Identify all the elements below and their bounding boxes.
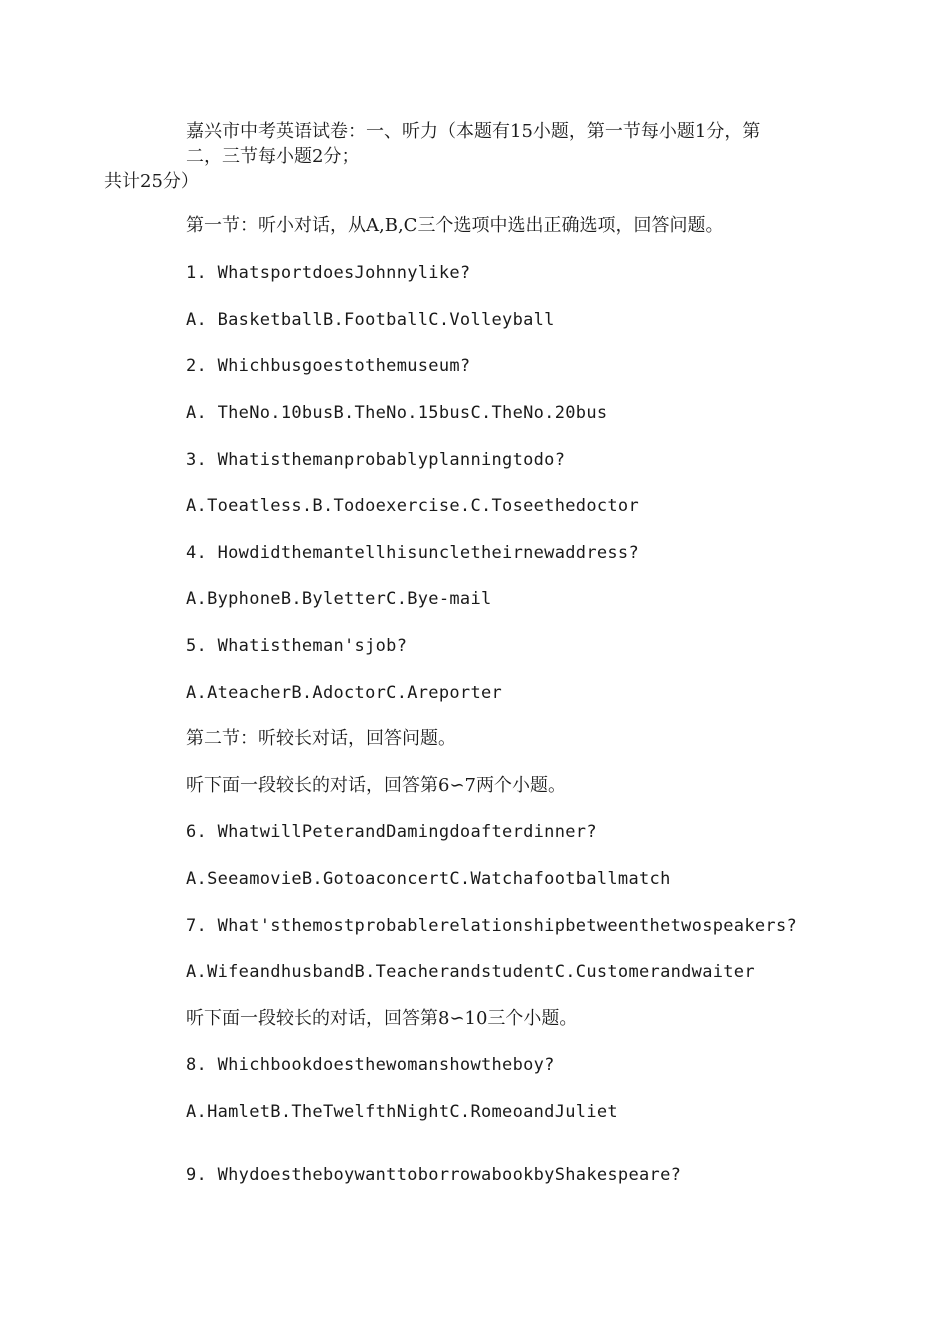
question-8-options: A.HamletB.TheTwelfthNightC.RomeoandJuliet: [186, 1102, 618, 1122]
question-5: 5. Whatistheman'sjob?: [186, 636, 408, 656]
question-1: 1. WhatsportdoesJohnnylike?: [186, 263, 471, 283]
exam-title-line-3: 共计25分）: [104, 171, 199, 192]
question-7: 7. What'sthemostprobablerelationshipbetweenthetwospeakers?: [186, 916, 798, 936]
question-1-options: A. BasketballB.FootballC.Volleyball: [186, 310, 555, 330]
question-2: 2. Whichbusgoestothemuseum?: [186, 356, 471, 376]
question-9: 9. WhydoestheboywanttoborrowabookbyShakespeare?: [186, 1165, 682, 1185]
section-1-instruction: 第一节：听小对话，从A,B,C三个选项中选出正确选项，回答问题。: [186, 215, 724, 236]
question-2-options: A. TheNo.10busB.TheNo.15busC.TheNo.20bus: [186, 403, 608, 423]
question-5-options: A.AteacherB.AdoctorC.Areporter: [186, 683, 503, 703]
question-8: 8. Whichbookdoesthewomanshowtheboy?: [186, 1055, 555, 1075]
question-6: 6. WhatwillPeterandDamingdoafterdinner?: [186, 822, 597, 842]
dialogue-8-10-instruction: 听下面一段较长的对话，回答第8∽10三个小题。: [186, 1008, 578, 1029]
question-4: 4. Howdidthemantellhisuncletheirnewaddress?: [186, 543, 639, 563]
question-7-options: A.WifeandhusbandB.TeacherandstudentC.Customerandwaiter: [186, 962, 755, 982]
section-2-instruction: 第二节：听较长对话，回答问题。: [186, 728, 456, 749]
dialogue-6-7-instruction: 听下面一段较长的对话，回答第6∽7两个小题。: [186, 775, 566, 796]
exam-title-line-2: 二，三节每小题2分；: [186, 146, 360, 167]
question-6-options: A.SeeamovieB.GotoaconcertC.Watchafootballmatch: [186, 869, 671, 889]
question-3-options: A.Toeatless.B.Todoexercise.C.Toseethedoctor: [186, 496, 639, 516]
question-4-options: A.ByphoneB.ByletterC.Bye-mail: [186, 589, 492, 609]
question-3: 3. Whatisthemanprobablyplanningtodo?: [186, 450, 566, 470]
exam-title-line-1: 嘉兴市中考英语试卷：一、听力（本题有15小题，第一节每小题1分，第: [186, 121, 761, 142]
